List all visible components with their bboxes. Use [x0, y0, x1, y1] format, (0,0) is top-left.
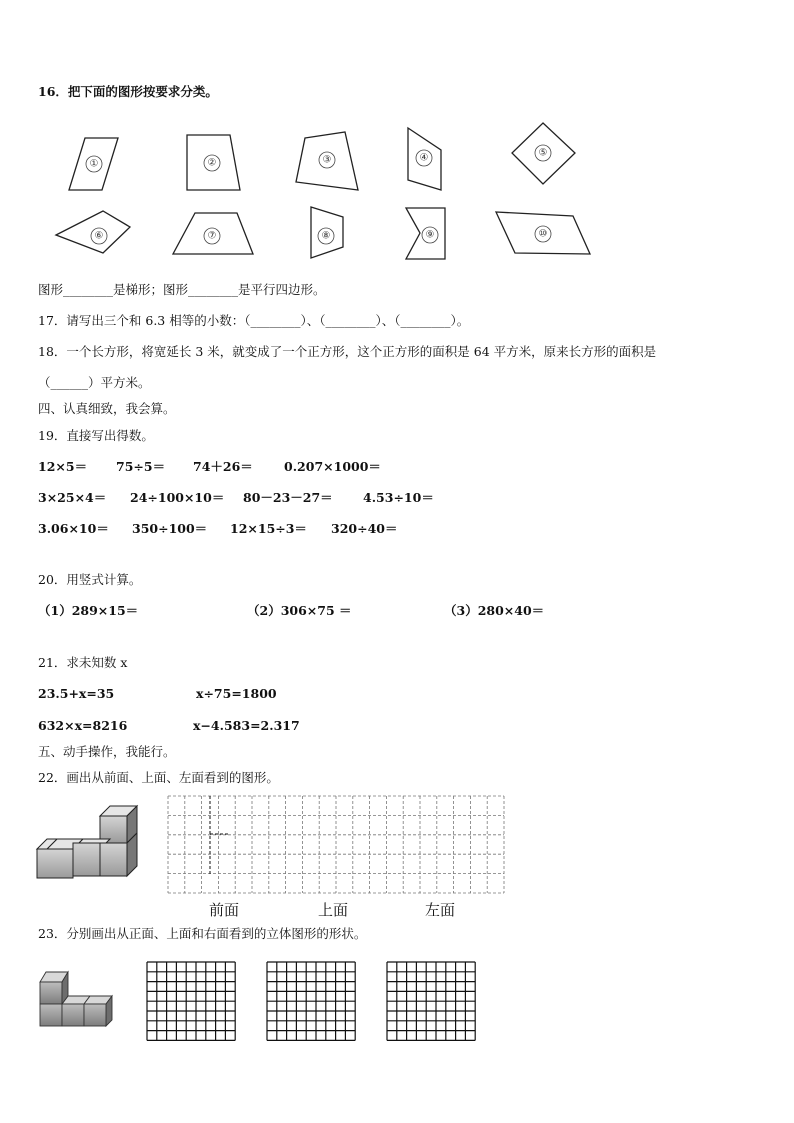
q18-line2: （______）平方米。 [38, 375, 151, 390]
q19-item: 3.06×10＝ [38, 521, 109, 536]
q21-item: 632×x=8216 [38, 718, 128, 733]
q19-item: 3×25×4＝ [38, 490, 107, 505]
q21-title: 21．求未知数 x [38, 655, 128, 670]
q19-item: 12×15÷3＝ [230, 521, 307, 536]
q22-label-left: 左面 [425, 901, 456, 919]
q19-item: 4.53÷10＝ [363, 490, 434, 505]
svg-text:②: ② [207, 157, 217, 169]
q19-item: 80－23－27＝ [243, 490, 333, 505]
q19-item: 24÷100×10＝ [130, 490, 225, 505]
svg-text:⑥: ⑥ [94, 230, 104, 242]
svg-text:⑩: ⑩ [538, 228, 548, 240]
section4-heading: 四、认真细致，我会算。 [38, 401, 176, 416]
q19-item: 12×5＝ [38, 459, 88, 474]
q17-text: 17．请写出三个和 6.3 相等的小数：（________）、（________）、（________）。 [38, 313, 470, 328]
svg-text:③: ③ [322, 154, 332, 166]
q20-item: （1）289×15＝ [38, 603, 139, 618]
q20-item: （3）280×40＝ [444, 603, 545, 618]
q22-label-front: 前面 [209, 901, 240, 919]
q19-item: 0.207×1000＝ [284, 459, 381, 474]
q21-item: x÷75=1800 [196, 686, 277, 701]
q23-grid-2 [266, 961, 358, 1043]
svg-text:⑧: ⑧ [321, 230, 331, 242]
section5-heading: 五、动手操作，我能行。 [38, 744, 176, 759]
q22-label-top: 上面 [318, 901, 349, 919]
svg-text:④: ④ [419, 152, 429, 164]
q23-cube-figure [38, 968, 128, 1038]
svg-text:⑤: ⑤ [538, 147, 548, 159]
q21-item: 23.5+x=35 [38, 686, 115, 701]
q23-title: 23．分别画出从正面、上面和右面看到的立体图形的形状。 [38, 926, 367, 941]
q22-grid [166, 794, 506, 894]
q22-title: 22．画出从前面、上面、左面看到的图形。 [38, 770, 279, 785]
q22-cube-figure [36, 804, 146, 894]
shape-6-kite [56, 211, 130, 253]
q20-title: 20．用竖式计算。 [38, 572, 142, 587]
q19-item: 74＋26＝ [193, 459, 253, 474]
q19-item: 350÷100＝ [132, 521, 208, 536]
q19-title: 19．直接写出得数。 [38, 428, 154, 443]
q23-grid-1 [146, 961, 238, 1043]
q19-item: 75÷5＝ [116, 459, 166, 474]
q20-item: （2）306×75 ＝ [247, 603, 352, 618]
q23-grid-3 [386, 961, 478, 1043]
q19-item: 320÷40＝ [331, 521, 398, 536]
svg-text:①: ① [89, 158, 99, 170]
q21-item: x−4.583=2.317 [193, 718, 300, 733]
q16-title: 16．把下面的图形按要求分类。 [38, 84, 218, 99]
svg-text:⑦: ⑦ [207, 230, 217, 242]
q16-answer-line: 图形________是梯形；图形________是平行四边形。 [38, 282, 326, 297]
q18-line1: 18．一个长方形，将宽延长 3 米，就变成了一个正方形，这个正方形的面积是 64 平方米，原来长方形的面积是 [38, 344, 657, 359]
svg-text:⑨: ⑨ [425, 229, 435, 241]
